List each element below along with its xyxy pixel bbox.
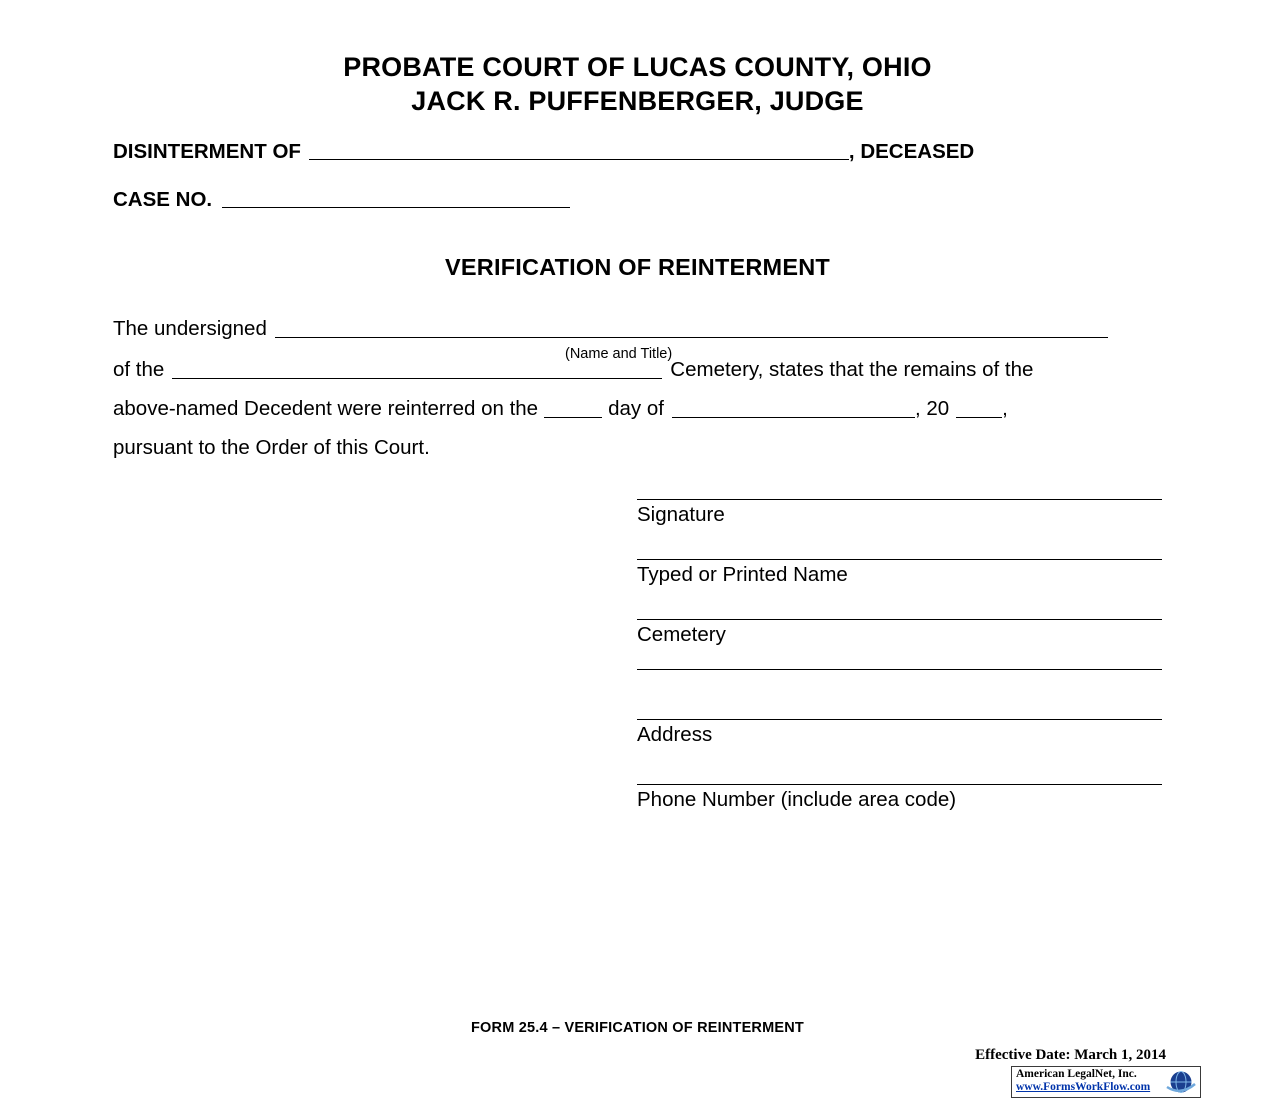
case-no-label: CASE NO. [113, 188, 213, 211]
body-line-1 [113, 314, 1173, 362]
court-header-line2: JACK R. PUFFENBERGER, JUDGE [411, 86, 864, 116]
cemetery-name-field[interactable] [172, 377, 662, 379]
globe-swoosh-icon [1162, 1067, 1200, 1097]
american-legalnet-logo[interactable] [1011, 1066, 1201, 1098]
reinterred-lead: above-named Decedent were reinterred on the [113, 397, 539, 420]
address-group [637, 718, 1162, 748]
address-label: Address [637, 723, 713, 746]
body-line-3 [113, 394, 1173, 423]
caption-block [113, 140, 1173, 212]
deceased-suffix: , DECEASED [848, 140, 975, 163]
page-title: VERIFICATION OF REINTERMENT [445, 254, 830, 280]
year-prefix-text: , 20 [914, 397, 950, 420]
spacer [637, 588, 1162, 618]
disinterment-name-field[interactable] [309, 158, 849, 160]
cemetery-group [637, 618, 1162, 648]
of-the-lead: of the [113, 358, 165, 381]
line3-trailing-comma: , [1002, 397, 1008, 420]
signature-label: Signature [637, 503, 725, 526]
day-field[interactable] [544, 416, 602, 418]
form-footer: FORM 25.4 – VERIFICATION OF REINTERMENT [470, 1020, 804, 1036]
phone-label: Phone Number (include area code) [637, 788, 957, 811]
cemetery-label: Cemetery [637, 623, 726, 646]
spacer [637, 528, 1162, 558]
court-header [0, 50, 1275, 118]
disinterment-label: DISINTERMENT OF [113, 140, 301, 163]
day-of-text: day of [608, 397, 664, 420]
pursuant-text: pursuant to the Order of this Court. [113, 436, 430, 459]
spacer [637, 648, 1162, 668]
signature-group [637, 498, 1162, 528]
typed-name-label: Typed or Printed Name [637, 563, 848, 586]
typed-name-group [637, 558, 1162, 588]
phone-group [637, 783, 1162, 813]
case-number-row [113, 188, 1173, 212]
spacer [637, 748, 1162, 783]
logo-company-name: American LegalNet, Inc. [1016, 1068, 1137, 1080]
spacer [637, 670, 1162, 718]
signature-block [637, 498, 1162, 813]
name-and-title-field[interactable] [275, 336, 1108, 338]
body-line-4 [113, 433, 1173, 462]
month-field[interactable] [672, 416, 915, 418]
body-paragraph [113, 314, 1173, 462]
logo-url[interactable]: www.FormsWorkFlow.com [1016, 1081, 1151, 1093]
logo-text-block [1012, 1067, 1162, 1097]
undersigned-lead: The undersigned [113, 317, 267, 340]
cemetery-states-text: Cemetery, states that the remains of the [670, 358, 1034, 381]
effective-date: Effective Date: March 1, 2014 [975, 1047, 1166, 1063]
court-header-line1: PROBATE COURT OF LUCAS COUNTY, OHIO [343, 52, 932, 82]
name-and-title-caption: (Name and Title) [565, 346, 673, 362]
year-field[interactable] [956, 416, 1002, 418]
disinterment-row [113, 140, 1173, 164]
case-no-field[interactable] [222, 206, 570, 208]
